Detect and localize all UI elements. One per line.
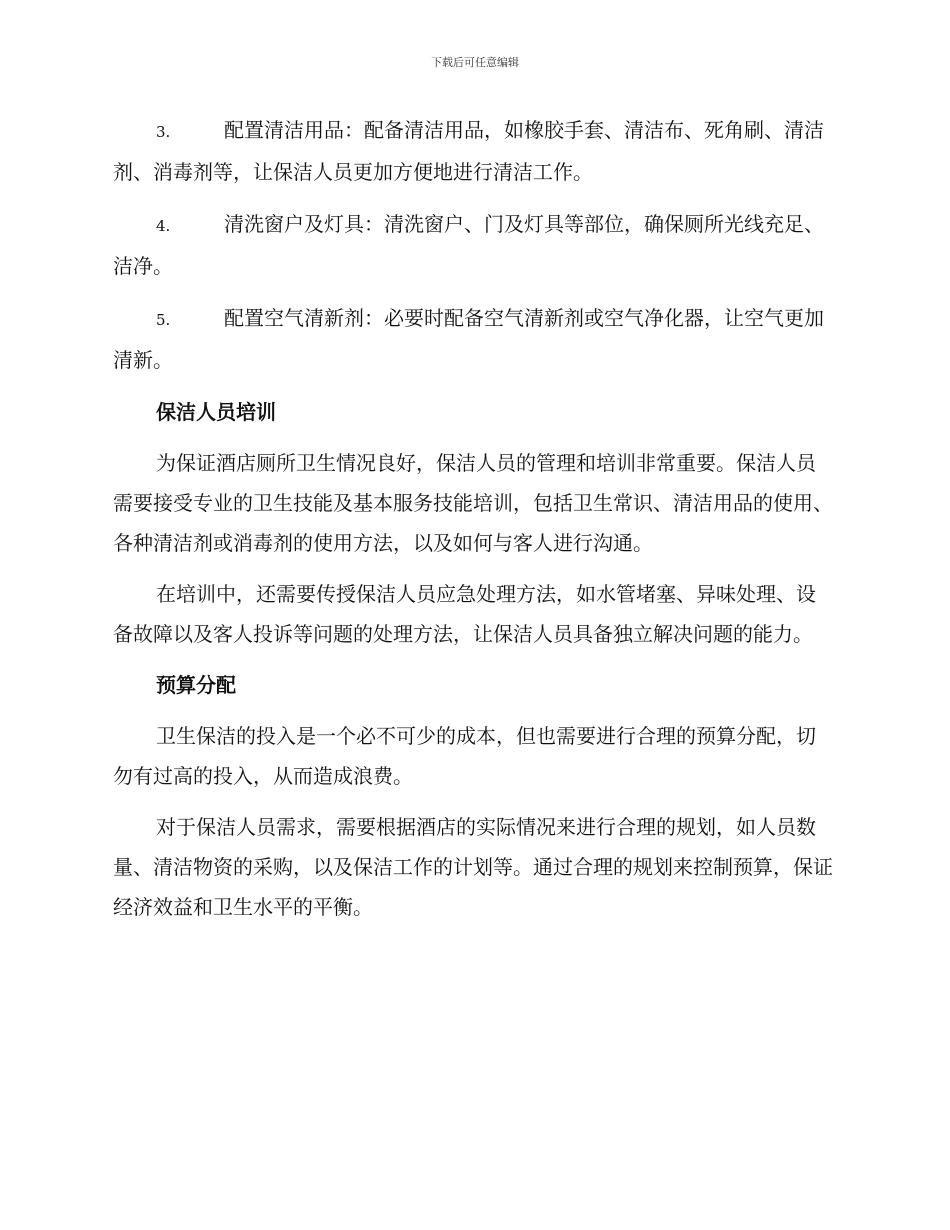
- list-number: 3.: [156, 123, 171, 141]
- paragraph: 在培训中，还需要传授保洁人员应急处理方法，如水管堵塞、异味处理、设备故障以及客人投诉等问题的处理方法，让保洁人员具备独立解决问题的能力。: [113, 582, 816, 646]
- list-number: 4.: [156, 217, 171, 235]
- list-text: 配置空气清新剂：必要时配备空气清新剂或空气净化器，让空气更加清新。: [113, 306, 824, 372]
- paragraph: 卫生保洁的投入是一个必不可少的成本，但也需要进行合理的预算分配，切勿有过高的投入，从而造成浪费。: [113, 724, 816, 788]
- list-item: [113, 298, 835, 380]
- list-text: 清洗窗户及灯具：清洗窗户、门及灯具等部位，确保厕所光线充足、洁净。: [113, 212, 824, 278]
- header-note: 下载后可任意编辑: [431, 56, 519, 69]
- document-body: [113, 110, 835, 938]
- section-heading-budget: 预算分配: [156, 673, 236, 697]
- list-item: [113, 110, 835, 192]
- paragraph: 为保证酒店厕所卫生情况良好，保洁人员的管理和培训非常重要。保洁人员需要接受专业的卫生技能及基本服务技能培训，包括卫生常识、清洁用品的使用、各种清洁剂或消毒剂的使用方法，以及如何与客人进行沟通。: [113, 451, 833, 555]
- list-text: 配置清洁用品：配备清洁用品，如橡胶手套、清洁布、死角刷、清洁剂、消毒剂等，让保洁人员更加方便地进行清洁工作。: [113, 118, 824, 184]
- list-number: 5.: [156, 311, 171, 329]
- section-heading-training: 保洁人员培训: [156, 400, 276, 424]
- paragraph: 对于保洁人员需求，需要根据酒店的实际情况来进行合理的规划，如人员数量、清洁物资的采购，以及保洁工作的计划等。通过合理的规划来控制预算，保证经济效益和卫生水平的平衡。: [113, 815, 833, 919]
- list-item: [113, 204, 835, 286]
